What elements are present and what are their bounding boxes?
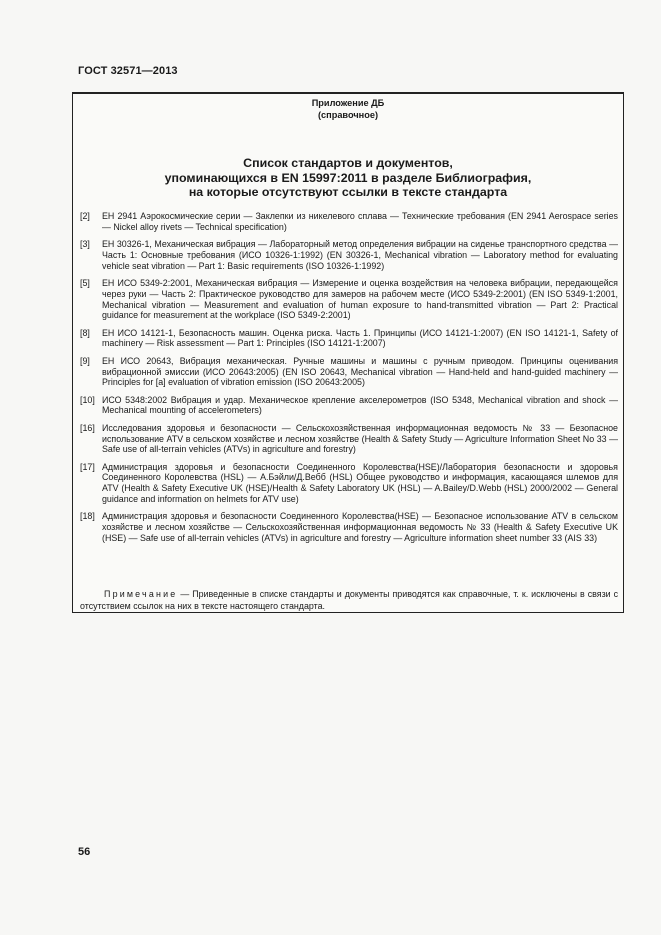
reference-text: Исследования здоровья и безопасности — Сельскохозяйственная информационная ведомость № 33 — Безопасное использование ATV в сельском хозяйстве и лесном хозяйстве (Health & Safety Study — Agriculture Information Sheet No 33 — Safe use of all-terrain vehicles (ATVs) in agriculture and forestry) — [102, 422, 618, 455]
reference-text: ЕН ИСО 14121-1, Безопасность машин. Оценка риска. Часть 1. Принципы (ИСО 14121-1:2007) (EN ISO 14121-1, Safety of machinery — Risk assessment — Part 1: Principles (ISO 14121-1:2007) — [102, 327, 618, 349]
appendix-header — [73, 98, 623, 121]
reference-item — [80, 423, 618, 455]
reference-list — [80, 211, 618, 550]
document-code: ГОСТ 32571—2013 — [78, 65, 178, 77]
reference-number: [5] — [80, 277, 90, 288]
note — [80, 588, 618, 612]
reference-number: [9] — [80, 355, 90, 366]
appendix-title — [73, 156, 623, 200]
page-number: 56 — [78, 846, 91, 858]
appendix-frame — [72, 92, 624, 613]
title-line-2: упоминающихся в EN 15997:2011 в разделе Библиография, — [164, 170, 532, 185]
note-text: — Приведенные в списке стандарты и документы приводятся как справочные, т. к. исключены в связи с отсутствием ссылок на них в тексте настоящего стандарта. — [80, 589, 619, 611]
reference-number: [8] — [80, 327, 90, 338]
reference-text: ЕН 30326-1, Механическая вибрация — Лабораторный метод определения вибрации на сиденье транспортного средства — Часть 1: Основные требования (ИСО 10326-1:1992) (EN 30326-1, Mechanical vibration — Laboratory method for evaluating vehicle seat vibration — Part 1: Basic requirements (ISO 10326-1:1992) — [102, 239, 618, 271]
reference-text: ЕН ИСО 5349-2:2001, Механическая вибрация — Измерение и оценка воздействия на человека вибрации, передающейся через руки — Часть 2: Практическое руководство для замеров на рабочем месте (ИСО 5349-2:2001) (EN ISO 5349-1:2001, Mechanical vibration — Measurement and evaluation of human exposure to hand-transmitted vibration — Part 2: Practical guidance for measurement at the workplace (ISO 5349-2:2001) — [102, 277, 618, 321]
reference-text: ЕН ИСО 20643, Вибрация механическая. Ручные машины и машины с ручным приводом. Принципы оценивания вибрационной эмиссии (ИСО 20643:2005) (EN ISO 20643, Mechanical vibration — Hand-held and hand-guided machinery — Principles for [a] evaluation of vibration emission (ISO 20643:2005) — [102, 355, 618, 388]
reference-text: Администрация здоровья и безопасности Соединенного Королевства(HSE) — Безопасное использование ATV в сельском хозяйстве и лесном хозяйстве — Сельскохозяйственная информационная ведомость № 33 (Health & Safety Executive UK (HSE) — Safe use of all-terrain vehicles (ATVs) in agriculture and forestry — Agriculture information sheet number 33 (AIS 33) — [102, 511, 618, 543]
reference-item — [80, 395, 618, 417]
reference-item — [80, 278, 618, 321]
reference-item — [80, 239, 618, 271]
reference-item — [80, 462, 618, 505]
title-line-3: на которые отсутствуют ссылки в тексте стандарта — [188, 185, 508, 199]
reference-number: [2] — [80, 211, 90, 221]
appendix-label: Приложение ДБ — [311, 98, 385, 108]
reference-item — [80, 328, 618, 350]
reference-text: ИСО 5348:2002 Вибрация и удар. Механическое крепление акселерометров (ISO 5348, Mechanical vibration and shock — Mechanical mounting of accelerometers) — [102, 394, 618, 416]
reference-number: [10] — [80, 394, 95, 405]
note-label: Примечание — [104, 589, 178, 599]
reference-item — [80, 511, 618, 543]
reference-number: [16] — [80, 422, 95, 433]
reference-item — [80, 211, 618, 233]
reference-text: ЕН 2941 Аэрокосмические серии — Заклепки из никелевого сплава — Технические требования (EN 2941 Aerospace series — Nickel alloy rivets — Technical specification) — [102, 211, 618, 232]
reference-number: [3] — [80, 239, 90, 250]
title-line-1: Список стандартов и документов, — [243, 156, 453, 170]
reference-item — [80, 356, 618, 388]
reference-number: [17] — [80, 461, 95, 472]
reference-text: Администрация здоровья и безопасности Соединенного Королевства(HSE)/Лаборатория безопасности и здоровья Соединенного Королевства (HSL) — А.Бэйли/Д.Вебб (HSL) Общее руководство и информация, касающаяся шлемов для ATV (Health & Safety Executive UK (HSE)/Health & Safety Laboratory UK (HSL) — A.Bailey/D.Webb (HSL) 2000/2002 — General guidance and information on helmets for ATV use) — [102, 461, 618, 505]
appendix-type: (справочное) — [317, 109, 378, 120]
reference-number: [18] — [80, 511, 95, 522]
